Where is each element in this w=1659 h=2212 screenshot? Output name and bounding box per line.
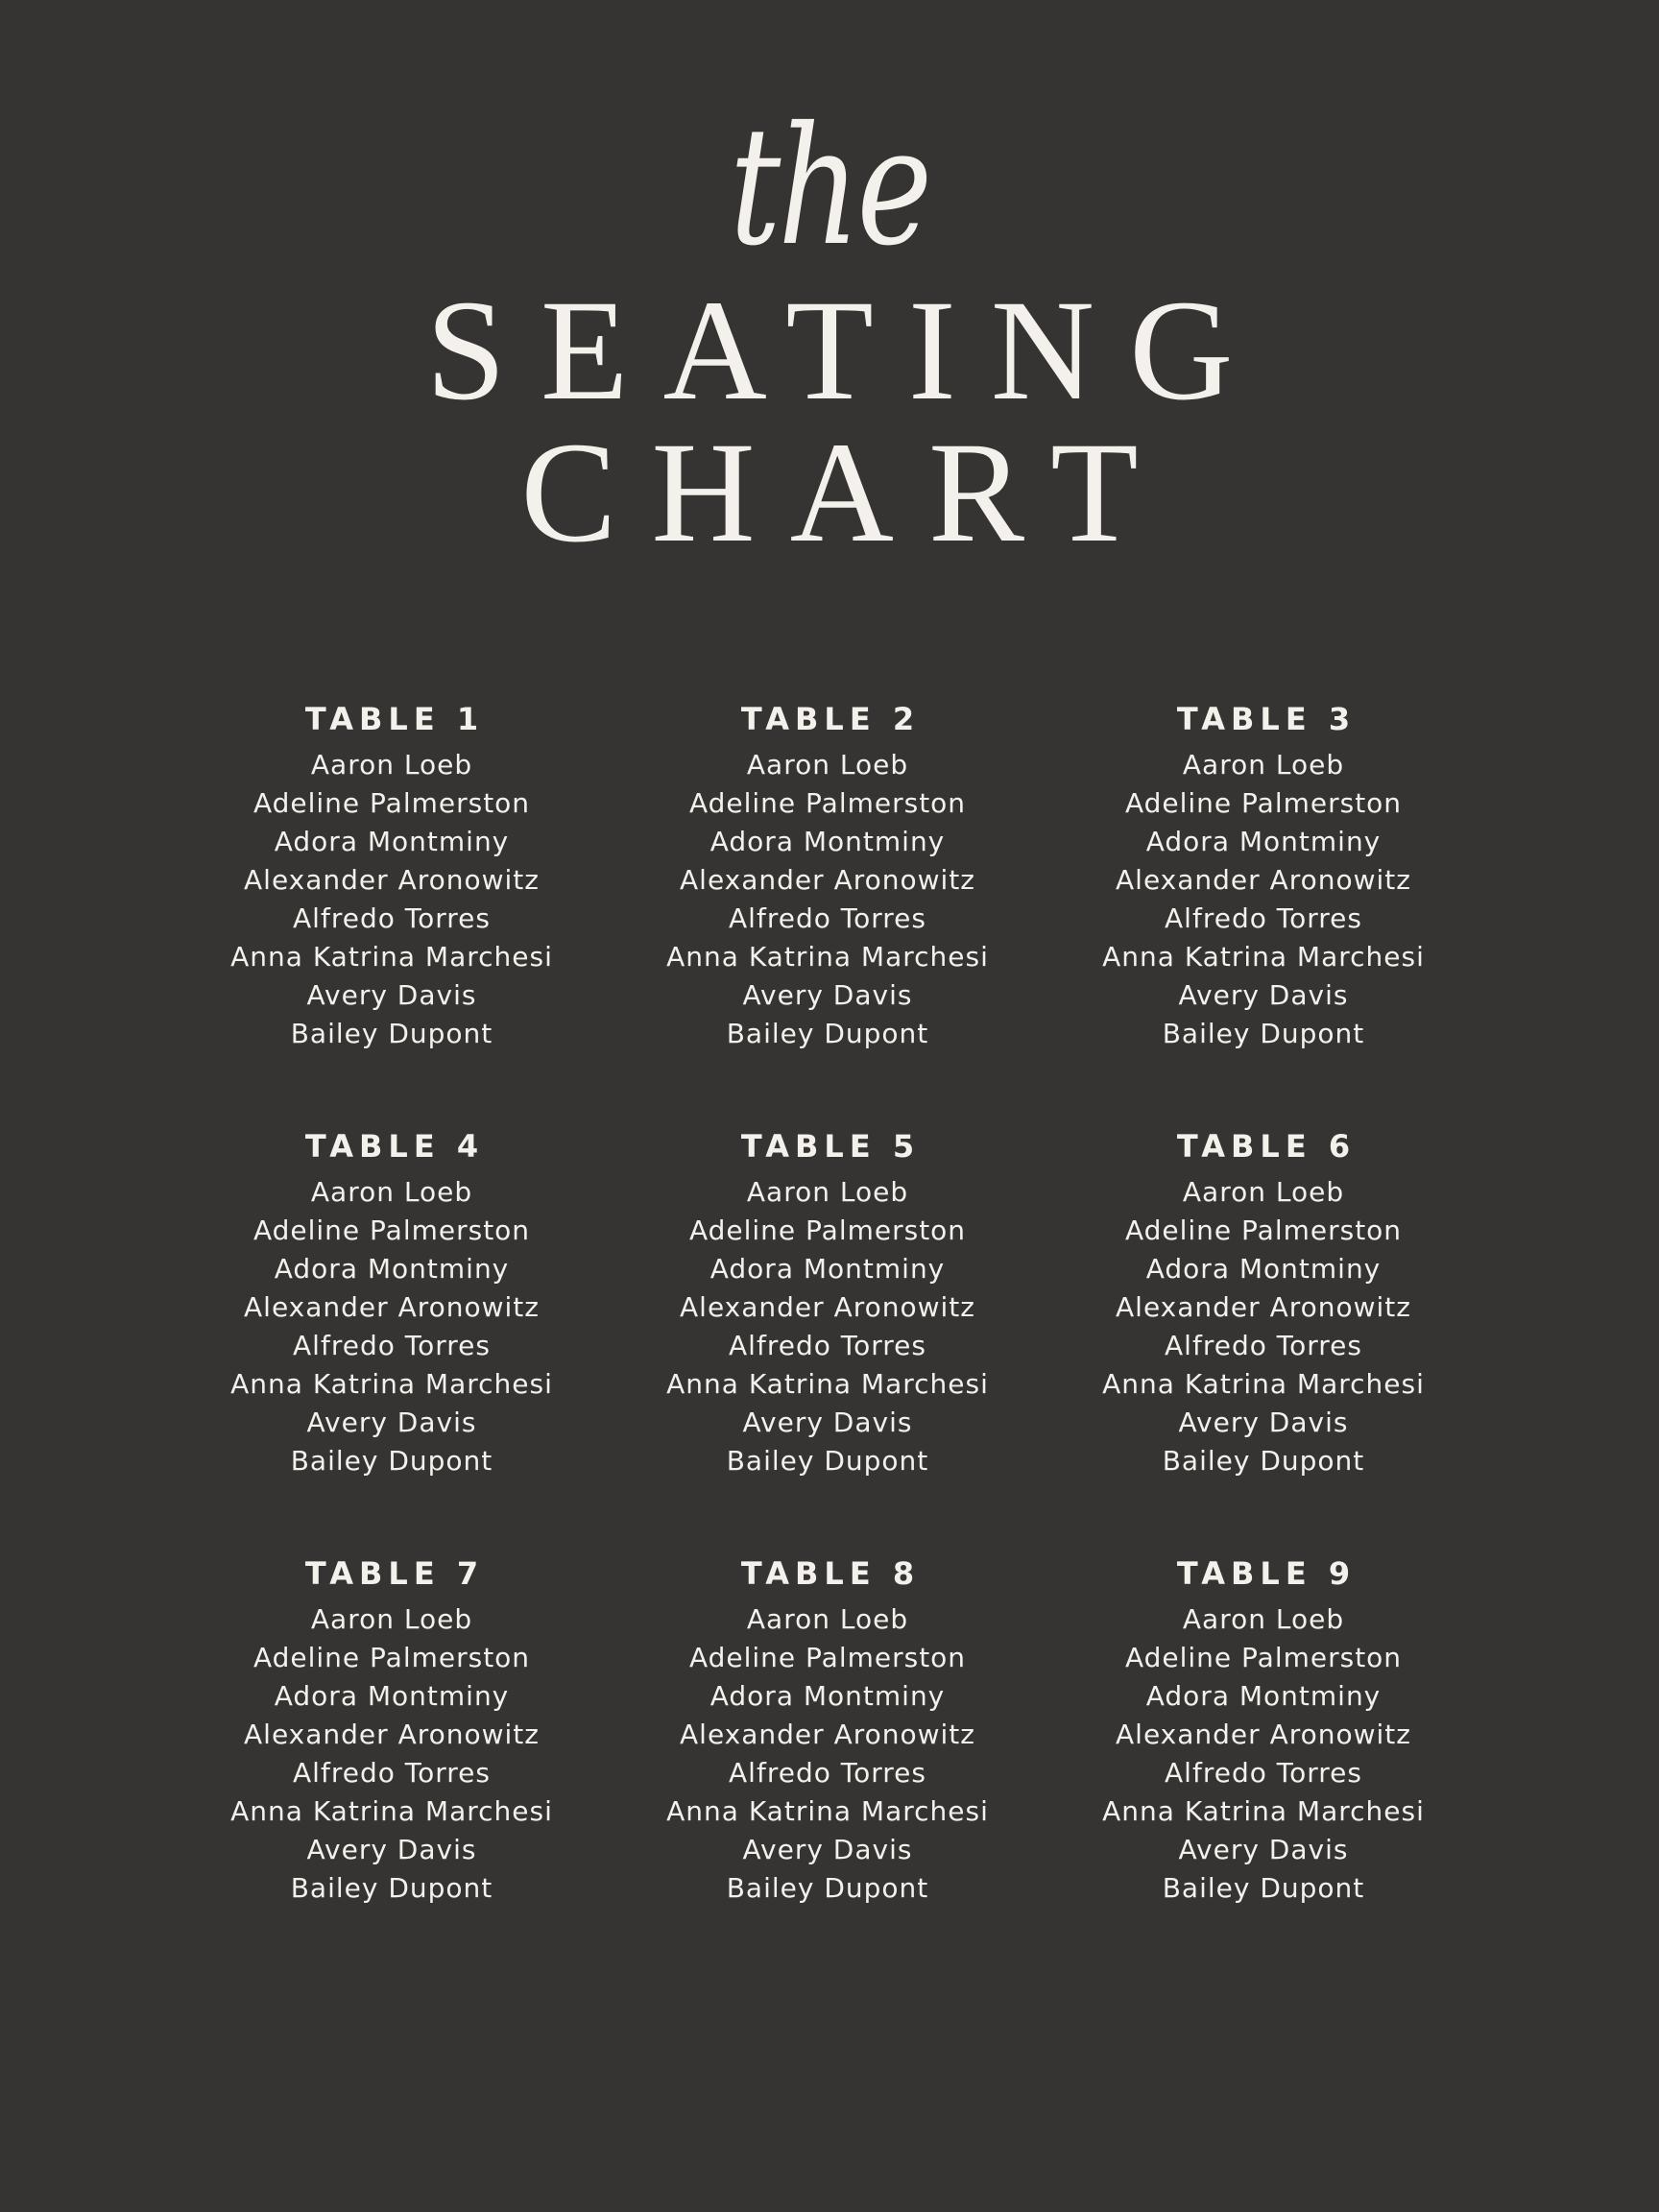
guest-name: Aaron Loeb <box>1182 1176 1345 1208</box>
guest-name: Anna Katrina Marchesi <box>666 1368 989 1400</box>
table-heading: TABLE 3 <box>1176 701 1357 737</box>
guest-name: Alfredo Torres <box>293 1330 491 1361</box>
guest-name: Alfredo Torres <box>1165 1757 1362 1789</box>
tables-grid <box>174 693 1481 1975</box>
guest-name: Adeline Palmerston <box>252 787 531 819</box>
guest-list <box>1046 1173 1481 1480</box>
guest-name: Alfredo Torres <box>729 1330 926 1361</box>
guest-name: Alexander Aronowitz <box>680 864 975 896</box>
guest-name: Alfredo Torres <box>729 1757 926 1789</box>
guest-name: Avery Davis <box>1178 979 1349 1011</box>
table-block-4 <box>174 1120 610 1548</box>
guest-name: Alfredo Torres <box>1165 902 1362 934</box>
guest-name: Bailey Dupont <box>1162 1018 1365 1049</box>
guest-name: Adora Montminy <box>274 826 510 857</box>
title-line-chart: CHART <box>520 413 1173 572</box>
guest-list <box>1046 746 1481 1053</box>
table-heading: TABLE 5 <box>740 1128 921 1165</box>
guest-name: Anna Katrina Marchesi <box>1102 1795 1425 1827</box>
guest-name: Anna Katrina Marchesi <box>230 1368 553 1400</box>
guest-name: Alfredo Torres <box>293 902 491 934</box>
guest-list <box>610 746 1046 1053</box>
guest-name: Aaron Loeb <box>1182 1603 1345 1635</box>
guest-name: Aaron Loeb <box>310 749 473 781</box>
table-block-6 <box>1046 1120 1481 1548</box>
guest-name: Aaron Loeb <box>1182 749 1345 781</box>
guest-name: Adeline Palmerston <box>1124 1214 1403 1246</box>
guest-name: Bailey Dupont <box>290 1445 493 1477</box>
guest-name: Bailey Dupont <box>290 1018 493 1049</box>
guest-list <box>610 1173 1046 1480</box>
table-heading: TABLE 6 <box>1176 1128 1357 1165</box>
guest-name: Bailey Dupont <box>1162 1445 1365 1477</box>
guest-name: Adeline Palmerston <box>252 1642 531 1673</box>
guest-name: Bailey Dupont <box>726 1872 929 1904</box>
guest-name: Avery Davis <box>742 1407 913 1438</box>
guest-name: Anna Katrina Marchesi <box>666 1795 989 1827</box>
guest-name: Adora Montminy <box>274 1680 510 1712</box>
guest-list <box>610 1600 1046 1908</box>
guest-list <box>1046 1600 1481 1908</box>
guest-name: Adeline Palmerston <box>1124 787 1403 819</box>
guest-name: Bailey Dupont <box>1162 1872 1365 1904</box>
guest-name: Alfredo Torres <box>729 902 926 934</box>
guest-name: Alfredo Torres <box>1165 1330 1362 1361</box>
table-block-9 <box>1046 1548 1481 1975</box>
guest-name: Adora Montminy <box>1145 826 1382 857</box>
table-heading: TABLE 8 <box>740 1555 921 1592</box>
guest-name: Adora Montminy <box>274 1253 510 1285</box>
guest-name: Alexander Aronowitz <box>244 1719 540 1750</box>
guest-name: Alfredo Torres <box>293 1757 491 1789</box>
guest-name: Adeline Palmerston <box>252 1214 531 1246</box>
guest-name: Alexander Aronowitz <box>244 1291 540 1323</box>
guest-name: Anna Katrina Marchesi <box>230 1795 553 1827</box>
guest-name: Alexander Aronowitz <box>680 1291 975 1323</box>
table-heading: TABLE 4 <box>304 1128 485 1165</box>
guest-name: Anna Katrina Marchesi <box>666 941 989 973</box>
guest-name: Aaron Loeb <box>746 749 909 781</box>
guest-list <box>174 1173 610 1480</box>
guest-name: Alexander Aronowitz <box>1116 1719 1411 1750</box>
table-block-3 <box>1046 693 1481 1120</box>
guest-name: Avery Davis <box>306 1834 477 1865</box>
table-heading: TABLE 1 <box>304 701 485 737</box>
guest-name: Adeline Palmerston <box>688 1214 967 1246</box>
guest-name: Avery Davis <box>306 979 477 1011</box>
table-heading: TABLE 7 <box>304 1555 485 1592</box>
guest-name: Avery Davis <box>1178 1407 1349 1438</box>
guest-name: Adora Montminy <box>709 1680 946 1712</box>
guest-name: Aaron Loeb <box>310 1176 473 1208</box>
guest-name: Anna Katrina Marchesi <box>230 941 553 973</box>
table-block-5 <box>610 1120 1046 1548</box>
table-heading: TABLE 9 <box>1176 1555 1357 1592</box>
guest-name: Adora Montminy <box>1145 1253 1382 1285</box>
table-block-1 <box>174 693 610 1120</box>
guest-name: Adeline Palmerston <box>1124 1642 1403 1673</box>
guest-name: Avery Davis <box>1178 1834 1349 1865</box>
guest-name: Bailey Dupont <box>726 1445 929 1477</box>
guest-name: Anna Katrina Marchesi <box>1102 941 1425 973</box>
guest-name: Alexander Aronowitz <box>1116 864 1411 896</box>
guest-name: Aaron Loeb <box>746 1176 909 1208</box>
guest-name: Avery Davis <box>742 1834 913 1865</box>
guest-name: Avery Davis <box>306 1407 477 1438</box>
guest-name: Bailey Dupont <box>290 1872 493 1904</box>
guest-name: Alexander Aronowitz <box>244 864 540 896</box>
guest-name: Adora Montminy <box>1145 1680 1382 1712</box>
guest-name: Adora Montminy <box>709 1253 946 1285</box>
guest-name: Bailey Dupont <box>726 1018 929 1049</box>
guest-name: Adora Montminy <box>709 826 946 857</box>
table-block-8 <box>610 1548 1046 1975</box>
guest-name: Alexander Aronowitz <box>1116 1291 1411 1323</box>
title-line-seating: SEATING <box>425 271 1268 430</box>
guest-name: Adeline Palmerston <box>688 787 967 819</box>
table-block-7 <box>174 1548 610 1975</box>
table-block-2 <box>610 693 1046 1120</box>
title-script: the <box>730 92 929 282</box>
guest-name: Aaron Loeb <box>746 1603 909 1635</box>
guest-name: Adeline Palmerston <box>688 1642 967 1673</box>
guest-name: Anna Katrina Marchesi <box>1102 1368 1425 1400</box>
guest-list <box>174 746 610 1053</box>
guest-name: Aaron Loeb <box>310 1603 473 1635</box>
table-heading: TABLE 2 <box>740 701 921 737</box>
guest-name: Avery Davis <box>742 979 913 1011</box>
guest-list <box>174 1600 610 1908</box>
guest-name: Alexander Aronowitz <box>680 1719 975 1750</box>
